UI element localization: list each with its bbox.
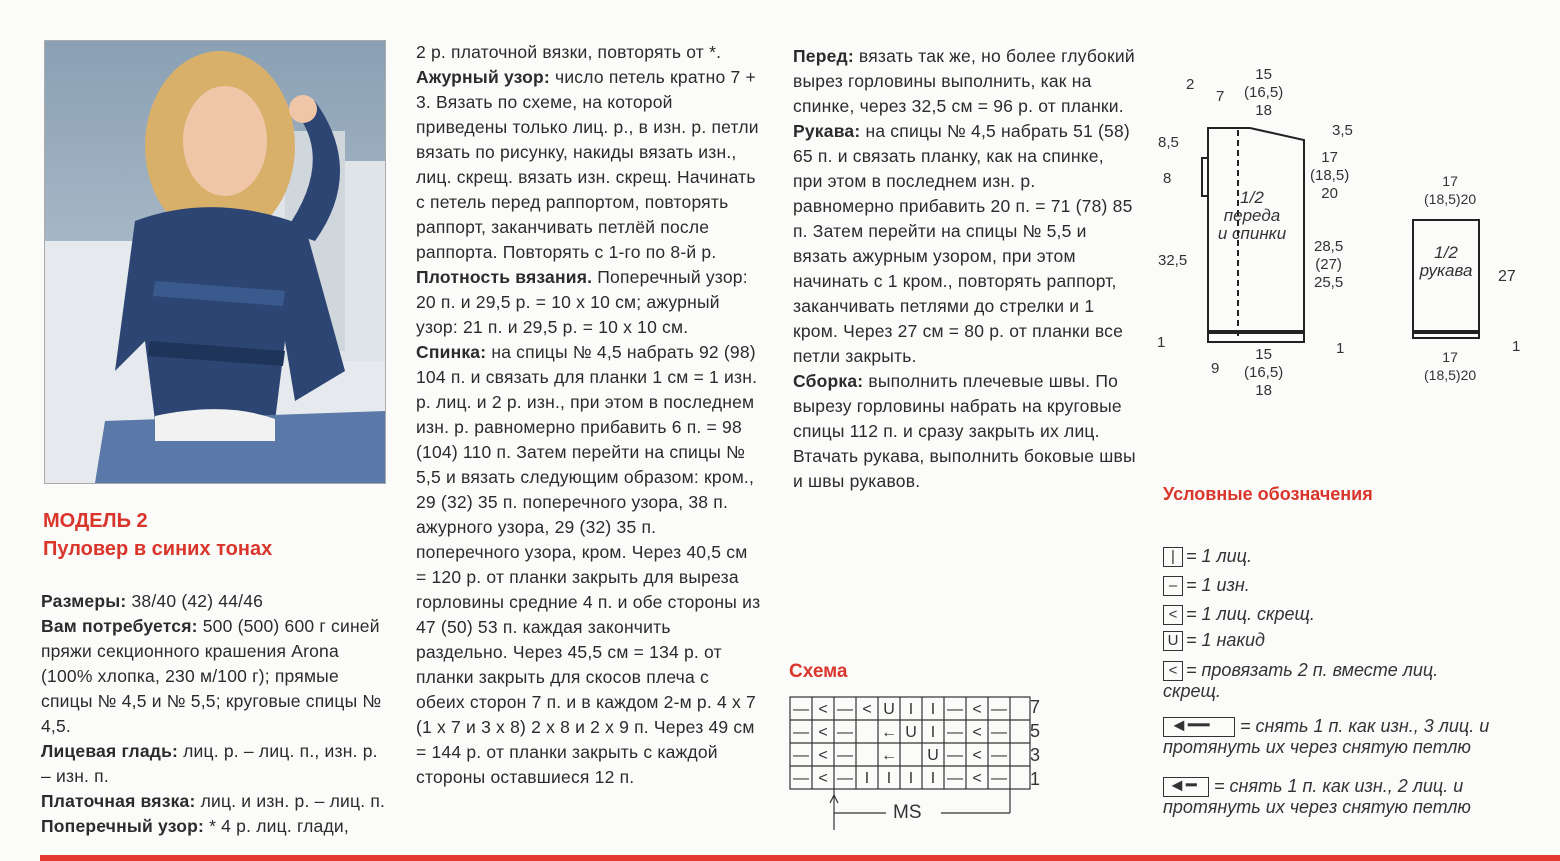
measure: 28,5 (27) 25,5 bbox=[1314, 238, 1344, 291]
para-text: лиц. и изн. р. – лиц. п. bbox=[195, 791, 386, 811]
row-number: 7 bbox=[1030, 697, 1041, 717]
measure: 27 bbox=[1498, 268, 1516, 285]
paragraph bbox=[793, 119, 1138, 369]
para-label: Размеры: bbox=[41, 591, 127, 611]
svg-text:—: — bbox=[837, 701, 853, 718]
twisted-knit-icon: < bbox=[1163, 605, 1183, 625]
svg-text:<: < bbox=[972, 747, 982, 764]
paragraph bbox=[793, 44, 1138, 119]
para-label: Ажурный узор: bbox=[416, 67, 550, 87]
legend-text: = 1 накид bbox=[1186, 630, 1265, 650]
column-2 bbox=[416, 40, 761, 790]
para-label: Вам потребуется: bbox=[41, 616, 198, 636]
svg-text:<: < bbox=[862, 701, 872, 718]
purl-symbol-icon: – bbox=[1163, 576, 1183, 596]
paragraph bbox=[416, 265, 761, 340]
knit-chart bbox=[786, 695, 1066, 835]
para-label: Поперечный узор: bbox=[41, 816, 205, 836]
svg-text:I: I bbox=[930, 770, 936, 787]
k2tog-tbl-icon: < bbox=[1163, 661, 1183, 681]
slip-2-icon: ◄━ bbox=[1163, 777, 1209, 797]
paragraph bbox=[416, 340, 761, 790]
legend-text: = снять 1 п. как изн., 2 лиц. и протянуть их через снятую петлю bbox=[1163, 776, 1471, 818]
svg-text:<: < bbox=[972, 701, 982, 718]
svg-text:<: < bbox=[818, 724, 828, 741]
legend-item bbox=[1163, 630, 1265, 651]
svg-text:—: — bbox=[947, 701, 963, 718]
para-text: выполнить плечевые швы. По вырезу горловины набрать на круговые спицы 112 п. и сразу закрыть их лиц. Втачать рукава, выполнить боковые швы и швы рукавов. bbox=[793, 371, 1136, 491]
svg-text:—: — bbox=[991, 701, 1007, 718]
svg-text:—: — bbox=[947, 770, 963, 787]
svg-text:—: — bbox=[793, 770, 809, 787]
svg-text:—: — bbox=[837, 747, 853, 764]
svg-text:<: < bbox=[972, 770, 982, 787]
para-text: Поперечный узор: 20 п. и 29,5 р. = 10 х 10 см; ажурный узор: 21 п. и 29,5 р. = 10 х 10 см. bbox=[416, 267, 748, 337]
legend-item bbox=[1163, 716, 1503, 758]
measure: 17 (18,5)20 bbox=[1424, 173, 1477, 207]
legend-text: = снять 1 п. как изн., 3 лиц. и протянуть их через снятую петлю bbox=[1163, 716, 1490, 758]
svg-text:I: I bbox=[864, 770, 870, 787]
measure: 9 bbox=[1211, 360, 1220, 377]
para-text: 2 р. платочной вязки, повторять от *. bbox=[416, 42, 722, 62]
paragraph bbox=[41, 789, 386, 814]
row-number: 3 bbox=[1030, 745, 1041, 765]
knit-symbol-icon: | bbox=[1163, 547, 1183, 567]
legend-text: = 1 лиц. bbox=[1186, 546, 1252, 566]
svg-text:I: I bbox=[930, 724, 936, 741]
paragraph bbox=[793, 369, 1138, 494]
sleeve-label: 1/2 рукава bbox=[1419, 243, 1473, 280]
pattern-diagram bbox=[1150, 60, 1550, 410]
paragraph bbox=[41, 814, 386, 839]
measure: 3,5 bbox=[1332, 122, 1353, 139]
schema-title: Схема bbox=[789, 661, 848, 682]
yarn-over-icon: U bbox=[1163, 631, 1183, 651]
para-text: лиц. р. – лиц. п., изн. р. – изн. п. bbox=[41, 741, 378, 786]
paragraph bbox=[41, 589, 386, 614]
svg-text:I: I bbox=[886, 770, 892, 787]
para-label: Лицевая гладь: bbox=[41, 741, 179, 761]
svg-text:<: < bbox=[818, 747, 828, 764]
para-label: Плотность вязания. bbox=[416, 267, 593, 287]
measure: 15 (16,5) 18 bbox=[1244, 346, 1284, 399]
svg-text:—: — bbox=[793, 724, 809, 741]
legend-item bbox=[1163, 575, 1250, 596]
footer-bar bbox=[40, 855, 1560, 861]
measure: 7 bbox=[1216, 88, 1225, 105]
legend-item bbox=[1163, 546, 1252, 567]
model-subtitle: Пуловер в синих тонах bbox=[43, 538, 273, 560]
front-label: 1/2 переда и спинки bbox=[1217, 188, 1287, 243]
svg-text:—: — bbox=[837, 724, 853, 741]
column-3 bbox=[793, 44, 1138, 494]
svg-text:I: I bbox=[930, 701, 936, 718]
legend-text: = 1 изн. bbox=[1186, 575, 1250, 595]
legend-title: Условные обозначения bbox=[1163, 484, 1373, 504]
svg-text:U: U bbox=[883, 701, 895, 718]
measure: 2 bbox=[1186, 76, 1195, 93]
para-label: Сборка: bbox=[793, 371, 864, 391]
slip-3-icon: ◄━━ bbox=[1163, 717, 1235, 737]
para-text: на спицы № 4,5 набрать 92 (98) 104 п. и связать для планки 1 см = 1 изн. р. лиц. и 2 р. изн., при этом в последнем изн. р. равномерно прибавить 6 п. = 98 (104) 110 п. Затем перейти на спицы № 5,5 и вязать следующим образом: кром., 29 (32) 35 п. поперечного узора, 38 п. ажурного узора, 29 (32) 35 п. поперечного узора, кром. Через 40,5 см = 120 р. от планки закрыть для выреза горловины средние 4 п. и обе стороны из 47 (50) 53 п. каждая закончить раздельно. Через 45,5 см = 134 р. от планки закрыть для скосов плеча с обеих сторон 7 п. и в каждом 2-м р. 4 х 7 (1 х 7 и 3 х 8) 2 х 8 и 2 х 9 п. Через 49 см = 144 р. от планки закрыть с каждой стороны оставшиеся 12 п. bbox=[416, 342, 761, 787]
para-label: Рукава: bbox=[793, 121, 861, 141]
svg-text:<: < bbox=[818, 770, 828, 787]
paragraph bbox=[41, 614, 386, 739]
svg-text:—: — bbox=[793, 701, 809, 718]
measure: 8 bbox=[1163, 170, 1172, 187]
row-number: 1 bbox=[1030, 769, 1041, 789]
para-text: вязать так же, но более глубокий вырез горловины выполнить, как на спинке, через 32,5 см = 96 р. от планки. bbox=[793, 46, 1135, 116]
svg-text:—: — bbox=[991, 770, 1007, 787]
svg-text:—: — bbox=[991, 747, 1007, 764]
svg-text:—: — bbox=[947, 747, 963, 764]
svg-text:U: U bbox=[927, 747, 939, 764]
legend-item bbox=[1163, 660, 1483, 702]
svg-text:←: ← bbox=[881, 747, 897, 764]
svg-text:<: < bbox=[818, 701, 828, 718]
para-label: Перед: bbox=[793, 46, 854, 66]
row-number: 5 bbox=[1030, 721, 1041, 741]
legend-text: = 1 лиц. скрещ. bbox=[1186, 604, 1315, 624]
paragraph bbox=[416, 40, 761, 65]
model-title: МОДЕЛЬ 2 bbox=[43, 510, 148, 532]
measure: 8,5 bbox=[1158, 134, 1179, 151]
paragraph bbox=[41, 739, 386, 789]
para-text: 38/40 (42) 44/46 bbox=[126, 591, 264, 611]
svg-text:—: — bbox=[837, 770, 853, 787]
para-text: 500 (500) 600 г синей пряжи секционного крашения Arona (100% хлопка, 230 м/100 г); прямые спицы № 4,5 и № 5,5; круговые спицы № 4,5. bbox=[41, 616, 382, 736]
measure: 15 (16,5) 18 bbox=[1244, 66, 1284, 119]
column-1 bbox=[41, 589, 386, 839]
para-text: число петель кратно 7 + 3. Вязать по схеме, на которой приведены только лиц. р., в изн. р. петли вязать по рисунку, накиды вязать изн., лиц. скрещ. вязать изн. скрещ. Начинать с петель перед раппортом, повторять раппорт, заканчивать петлёй после раппорта. Повторять с 1-го по 8-й р. bbox=[416, 67, 759, 262]
para-label: Спинка: bbox=[416, 342, 487, 362]
legend-item bbox=[1163, 776, 1503, 818]
svg-text:I: I bbox=[908, 770, 914, 787]
para-text: * 4 р. лиц. глади, bbox=[204, 816, 349, 836]
svg-text:—: — bbox=[947, 724, 963, 741]
svg-text:←: ← bbox=[881, 724, 897, 741]
measure: 17 (18,5)20 bbox=[1424, 349, 1477, 383]
svg-text:—: — bbox=[991, 724, 1007, 741]
svg-text:—: — bbox=[793, 747, 809, 764]
svg-text:U: U bbox=[905, 724, 917, 741]
legend-text: = провязать 2 п. вместе лиц. скрещ. bbox=[1163, 660, 1439, 702]
para-text: на спицы № 4,5 набрать 51 (58) 65 п. и связать планку, как на спинке, при этом в последнем изн. р. равномерно прибавить 20 п. = 71 (78) 85 п. Затем перейти на спицы № 5,5 и вязать ажурным узором, при этом начинать с 1 кром., повторять раппорт, заканчивать петлями до стрелки и 1 кром. Через 27 см = 80 р. от планки все петли закрыть. bbox=[793, 121, 1133, 366]
model-photo bbox=[44, 40, 386, 484]
svg-text:I: I bbox=[908, 701, 914, 718]
legend-item bbox=[1163, 604, 1315, 625]
measure: 1 bbox=[1512, 338, 1521, 355]
paragraph bbox=[416, 65, 761, 265]
para-label: Платочная вязка: bbox=[41, 791, 196, 811]
ms-label: MS bbox=[893, 802, 922, 823]
svg-text:<: < bbox=[972, 724, 982, 741]
measure: 17 (18,5) 20 bbox=[1310, 149, 1350, 202]
measure: 1 bbox=[1157, 334, 1166, 351]
measure: 1 bbox=[1336, 340, 1345, 357]
measure: 32,5 bbox=[1158, 252, 1188, 269]
